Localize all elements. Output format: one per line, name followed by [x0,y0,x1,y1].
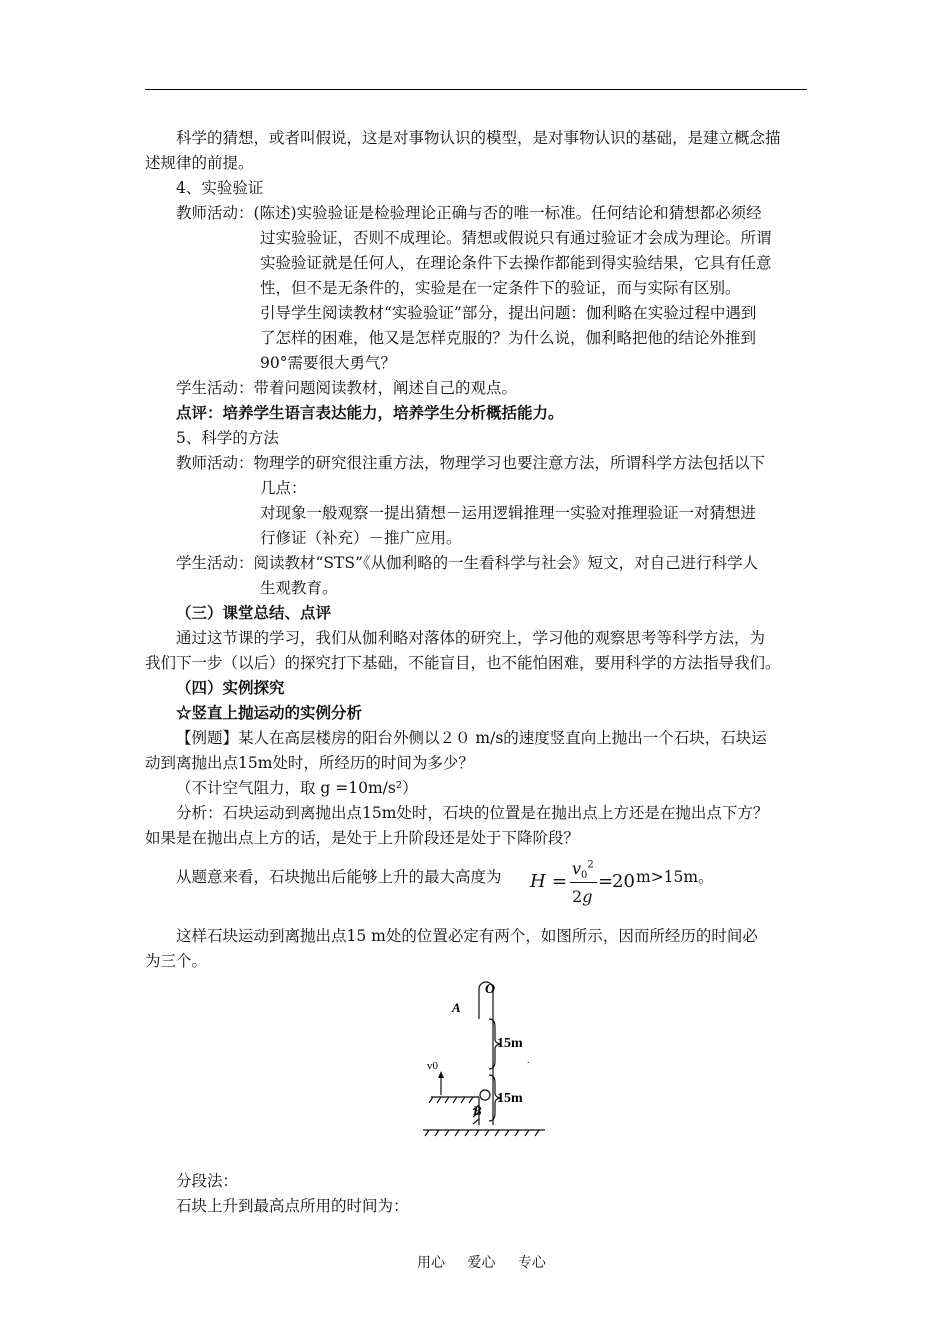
footer-text-1: 用心 [417,1255,445,1271]
footer-text-3: 专心 [517,1255,546,1271]
paragraph-line: 引导学生阅读教材“实验验证”部分，提出问题：伽利略在实验过程中遇到 [260,304,757,322]
comment-line: 点评：培养学生语言表达能力，培养学生分析概括能力。 [176,403,564,422]
formula-lhs: H [530,871,546,892]
formula-value: 20 [612,871,635,892]
paragraph-line: 实验验证就是任何人，在理论条件下去操作都能到得实验结果，它具有任意 [260,254,772,272]
paragraph-line: 教师活动：(陈述)实验验证是检验理论正确与否的唯一标准。任何结论和猜想都必须经 [176,204,762,222]
formula-suffix: m>15m。 [636,868,714,886]
paragraph-line: 教师活动：物理学的研究很注重方法，物理学习也要注意方法，所谓科学方法包括以下 [176,454,766,472]
label-o: O [485,982,496,997]
page-footer [417,1252,564,1272]
paragraph-line: 行修证（补充）－推广应用。 [260,529,462,547]
section-heading-5: 5、科学的方法 [176,429,279,447]
label-v0: v0 [427,1060,438,1072]
paragraph-line: 学生活动：带着问题阅读教材，阐述自己的观点。 [176,379,518,397]
paragraph-line: 性，但不是无条件的，实验是在一定条件下的验证，而与实际有区别。 [260,279,741,297]
example-note: （不计空气阻力，取 g =10m/s²） [176,779,418,797]
stray-dot: . [527,1055,530,1066]
footer-text-2: 爱心 [467,1255,496,1271]
paragraph-line: 科学的猜想，或者叫假说，这是对事物认识的模型，是对事物认识的基础，是建立概念描 [176,129,781,147]
paragraph-line: 通过这节课的学习，我们从伽利略对落体的研究上，学习他的观察思考等科学方法，为 [176,629,766,647]
paragraph-line: 述规律的前提。 [145,154,254,172]
example-line: 动到离抛出点15m处时，所经历的时间为多少？ [145,754,474,772]
paragraph-line: 90°需要很大勇气？ [260,354,396,372]
ground-hatch [425,1130,539,1136]
example-heading: ☆竖直上抛运动的实例分析 [176,703,363,722]
label-a: A [452,1000,461,1015]
upper-dimension-label: 15m [497,1036,523,1051]
formula-denominator: 2g [572,887,593,906]
section-heading-4b: （四）实例探究 [176,678,285,697]
paragraph-line: 了怎样的困难，他又是怎样克服的？为什么说，伽利略把他的结论外推到 [260,329,757,347]
stone-start-point [480,1090,490,1100]
analysis-line: 从题意来看，石块抛出后能够上升的最大高度为 [176,868,502,886]
formula-equals: = [552,871,568,892]
paragraph-line: 学生活动：阅读教材“STS”《从伽利略的一生看科学与社会》短文，对自己进行科学人 [176,554,759,572]
section-heading-4: 4、实验验证 [176,179,264,197]
formula-equals-2: = [598,871,614,892]
method-heading: 分段法： [176,1172,239,1190]
lower-dimension-label: 15m [497,1091,523,1106]
section-heading-3: （三）课堂总结、点评 [176,603,332,622]
header-rule [145,89,807,90]
paragraph-line: 石块上升到最高点所用的时间为： [176,1197,409,1215]
paragraph-line: 我们下一步（以后）的探究打下基础，不能盲目，也不能怕困难，要用科学的方法指导我们。 [145,654,781,672]
analysis-line: 如果是在抛出点上方的话，是处于上升阶段还是处于下降阶段？ [145,829,580,847]
label-b: B [473,1103,482,1118]
analysis-line: 分析：石块运动到离抛出点15m处时，石块的位置是在抛出点上方还是在抛出点下方？ [176,804,769,822]
paragraph-line: 过实验验证，否则不成理论。猜想或假说只有通过验证才会成为理论。所谓 [260,229,772,247]
balcony-hatch [429,1097,473,1103]
paragraph-line: 这样石块运动到离抛出点15 m处的位置必定有两个，如图所示，因而所经历的时间必 [176,927,758,945]
v0-arrowhead [438,1071,444,1078]
fraction-bar [570,882,597,883]
example-line: 【例题】某人在高层楼房的阳台外侧以２０ m/s的速度竖直向上抛出一个石块，石块运 [176,729,767,747]
paragraph-line: 几点： [260,479,307,497]
paragraph-line: 对现象一般观察一提出猜想－运用逻辑推理一实验对推理验证一对猜想进 [260,504,757,522]
paragraph-line: 生观教育。 [260,579,338,597]
motion-diagram [415,975,550,1145]
formula-numerator: $v_0^2$ [572,859,594,882]
paragraph-line: 为三个。 [145,952,208,970]
